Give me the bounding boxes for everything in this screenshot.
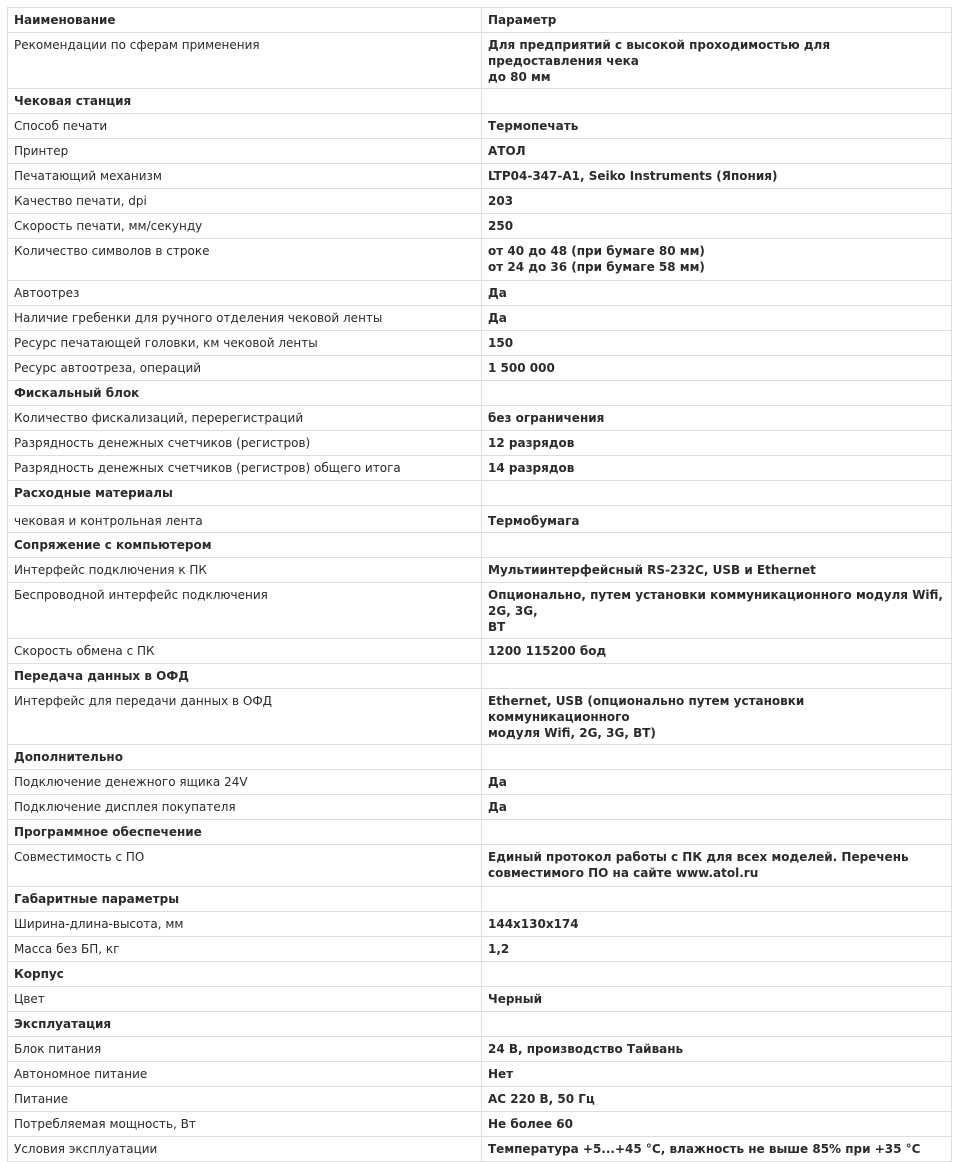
param-value-cell [482, 770, 952, 795]
section-empty-cell [482, 481, 952, 506]
param-name-cell: Количество символов в строке [8, 239, 482, 281]
param-value-line: Да [488, 286, 507, 300]
param-value-cell [482, 937, 952, 962]
param-value-line: АС 220 В, 50 Гц [488, 1092, 595, 1106]
param-name-cell: Беспроводной интерфейс подключения [8, 583, 482, 639]
section-empty-cell [482, 664, 952, 689]
param-value-cell [482, 139, 952, 164]
param-name-cell: Масса без БП, кг [8, 937, 482, 962]
param-value-line: Да [488, 800, 507, 814]
param-name-cell: Интерфейс подключения к ПК [8, 558, 482, 583]
param-value-cell [482, 239, 952, 281]
table-row [8, 114, 952, 139]
section-row [8, 887, 952, 912]
param-value-line: Опционально, путем установки коммуникационного модуля Wifi, 2G, 3G, [488, 588, 943, 618]
param-value-line: 24 В, производство Тайвань [488, 1042, 684, 1056]
table-row [8, 306, 952, 331]
table-row [8, 189, 952, 214]
param-value-line: 150 [488, 336, 514, 350]
section-row [8, 381, 952, 406]
section-title: Программное обеспечение [8, 820, 482, 845]
param-name-cell: чековая и контрольная лента [8, 506, 482, 533]
param-value-cell [482, 431, 952, 456]
param-name-cell: Потребляемая мощность, Вт [8, 1112, 482, 1137]
section-title: Чековая станция [8, 89, 482, 114]
param-value-cell [482, 1137, 952, 1162]
section-empty-cell [482, 887, 952, 912]
param-name-cell: Рекомендации по сферам применения [8, 33, 482, 89]
param-name-cell: Качество печати, dpi [8, 189, 482, 214]
param-value-cell [482, 506, 952, 533]
param-value-line: модуля Wifi, 2G, 3G, BT) [488, 726, 656, 740]
param-value-line: от 40 до 48 (при бумаге 80 мм) [488, 244, 705, 258]
param-name-cell: Ширина-длина-высота, мм [8, 912, 482, 937]
param-name-cell: Принтер [8, 139, 482, 164]
param-value-line: LTP04-347-A1, Seiko Instruments (Япония) [488, 169, 778, 183]
param-value-line: 250 [488, 219, 514, 233]
table-row [8, 937, 952, 962]
param-value-cell [482, 912, 952, 937]
table-row [8, 639, 952, 664]
param-name-cell: Автоотрез [8, 281, 482, 306]
section-row [8, 533, 952, 558]
param-value-cell [482, 689, 952, 745]
param-value-line: Да [488, 311, 507, 325]
param-name-cell: Скорость печати, мм/секунду [8, 214, 482, 239]
param-value-line: Да [488, 775, 507, 789]
param-value-cell [482, 281, 952, 306]
param-name-cell: Подключение дисплея покупателя [8, 795, 482, 820]
table-row [8, 987, 952, 1012]
param-name-cell: Совместимость с ПО [8, 845, 482, 887]
param-value-line: Термобумага [488, 514, 580, 528]
section-row [8, 962, 952, 987]
param-value-line: Не более 60 [488, 1117, 573, 1131]
param-value-line: АТОЛ [488, 144, 526, 158]
section-empty-cell [482, 89, 952, 114]
param-value-cell [482, 356, 952, 381]
param-name-cell: Разрядность денежных счетчиков (регистров) общего итога [8, 456, 482, 481]
section-title: Сопряжение с компьютером [8, 533, 482, 558]
table-row [8, 281, 952, 306]
param-value-cell [482, 114, 952, 139]
table-row [8, 239, 952, 281]
table-row [8, 1037, 952, 1062]
table-row [8, 356, 952, 381]
section-title: Дополнительно [8, 745, 482, 770]
spec-table [7, 7, 952, 1162]
table-row [8, 795, 952, 820]
table-row [8, 912, 952, 937]
param-value-line: Нет [488, 1067, 514, 1081]
param-value-line: Единый протокол работы с ПК для всех моделей. Перечень [488, 850, 909, 864]
param-name-cell: Количество фискализаций, перерегистраций [8, 406, 482, 431]
section-empty-cell [482, 381, 952, 406]
spec-table-body [8, 8, 952, 1162]
param-value-cell [482, 33, 952, 89]
param-value-line: совместимого ПО на сайте www.atol.ru [488, 866, 759, 880]
param-value-cell [482, 214, 952, 239]
section-empty-cell [482, 1012, 952, 1037]
param-value-line: от 24 до 36 (при бумаге 58 мм) [488, 260, 705, 274]
table-row [8, 456, 952, 481]
section-title: Эксплуатация [8, 1012, 482, 1037]
param-value-cell [482, 189, 952, 214]
param-value-line: 144х130х174 [488, 917, 579, 931]
header-value-cell: Параметр [482, 8, 952, 33]
section-title: Передача данных в ОФД [8, 664, 482, 689]
param-value-cell [482, 406, 952, 431]
table-row [8, 1087, 952, 1112]
section-title: Габаритные параметры [8, 887, 482, 912]
param-name-cell: Наличие гребенки для ручного отделения чековой ленты [8, 306, 482, 331]
param-name-cell: Интерфейс для передачи данных в ОФД [8, 689, 482, 745]
param-value-line: 14 разрядов [488, 461, 575, 475]
param-value-cell [482, 164, 952, 189]
param-value-cell [482, 306, 952, 331]
param-value-line: 1,2 [488, 942, 510, 956]
param-name-cell: Скорость обмена с ПК [8, 639, 482, 664]
table-row [8, 770, 952, 795]
section-row [8, 664, 952, 689]
param-value-cell [482, 1037, 952, 1062]
param-name-cell: Разрядность денежных счетчиков (регистров) [8, 431, 482, 456]
param-value-line: BT [488, 620, 506, 634]
param-name-cell: Печатающий механизм [8, 164, 482, 189]
param-name-cell: Условия эксплуатации [8, 1137, 482, 1162]
param-value-cell [482, 639, 952, 664]
param-value-line: до 80 мм [488, 70, 551, 84]
table-row [8, 164, 952, 189]
param-value-cell [482, 1062, 952, 1087]
param-name-cell: Подключение денежного ящика 24V [8, 770, 482, 795]
param-value-cell [482, 583, 952, 639]
section-title: Расходные материалы [8, 481, 482, 506]
section-title: Корпус [8, 962, 482, 987]
table-row [8, 331, 952, 356]
param-value-line: 203 [488, 194, 514, 208]
param-name-cell: Блок питания [8, 1037, 482, 1062]
table-header-row [8, 8, 952, 33]
param-value-cell [482, 1087, 952, 1112]
param-value-line: Для предприятий с высокой проходимостью для предоставления чека [488, 38, 831, 68]
section-row [8, 89, 952, 114]
param-value-line: Черный [488, 992, 542, 1006]
table-row [8, 558, 952, 583]
table-row [8, 506, 952, 533]
param-value-cell [482, 987, 952, 1012]
param-value-line: Ethernet, USB (опционально путем установки коммуникационного [488, 694, 805, 724]
param-name-cell: Способ печати [8, 114, 482, 139]
table-row [8, 139, 952, 164]
param-value-cell [482, 456, 952, 481]
param-name-cell: Ресурс автоотреза, операций [8, 356, 482, 381]
param-name-cell: Питание [8, 1087, 482, 1112]
param-value-cell [482, 845, 952, 887]
section-empty-cell [482, 745, 952, 770]
table-row [8, 214, 952, 239]
section-title: Фискальный блок [8, 381, 482, 406]
param-value-cell [482, 558, 952, 583]
section-empty-cell [482, 962, 952, 987]
param-value-line: Температура +5...+45 °С, влажность не выше 85% при +35 °С [488, 1142, 921, 1156]
section-row [8, 745, 952, 770]
table-row [8, 689, 952, 745]
table-row [8, 1112, 952, 1137]
param-value-cell [482, 1112, 952, 1137]
section-row [8, 481, 952, 506]
param-name-cell: Цвет [8, 987, 482, 1012]
table-row [8, 1137, 952, 1162]
param-name-cell: Ресурс печатающей головки, км чековой ленты [8, 331, 482, 356]
section-empty-cell [482, 533, 952, 558]
param-value-line: Термопечать [488, 119, 579, 133]
param-value-line: без ограничения [488, 411, 605, 425]
param-value-line: 1 500 000 [488, 361, 555, 375]
section-row [8, 820, 952, 845]
param-value-cell [482, 795, 952, 820]
param-value-cell [482, 331, 952, 356]
table-row [8, 431, 952, 456]
section-empty-cell [482, 820, 952, 845]
table-row [8, 583, 952, 639]
param-name-cell: Автономное питание [8, 1062, 482, 1087]
section-row [8, 1012, 952, 1037]
table-row [8, 1062, 952, 1087]
table-row [8, 845, 952, 887]
header-name-cell: Наименование [8, 8, 482, 33]
param-value-line: Мультиинтерфейсный RS-232C, USB и Ethernet [488, 563, 816, 577]
param-value-line: 1200 115200 бод [488, 644, 607, 658]
table-row [8, 33, 952, 89]
param-value-line: 12 разрядов [488, 436, 575, 450]
table-row [8, 406, 952, 431]
